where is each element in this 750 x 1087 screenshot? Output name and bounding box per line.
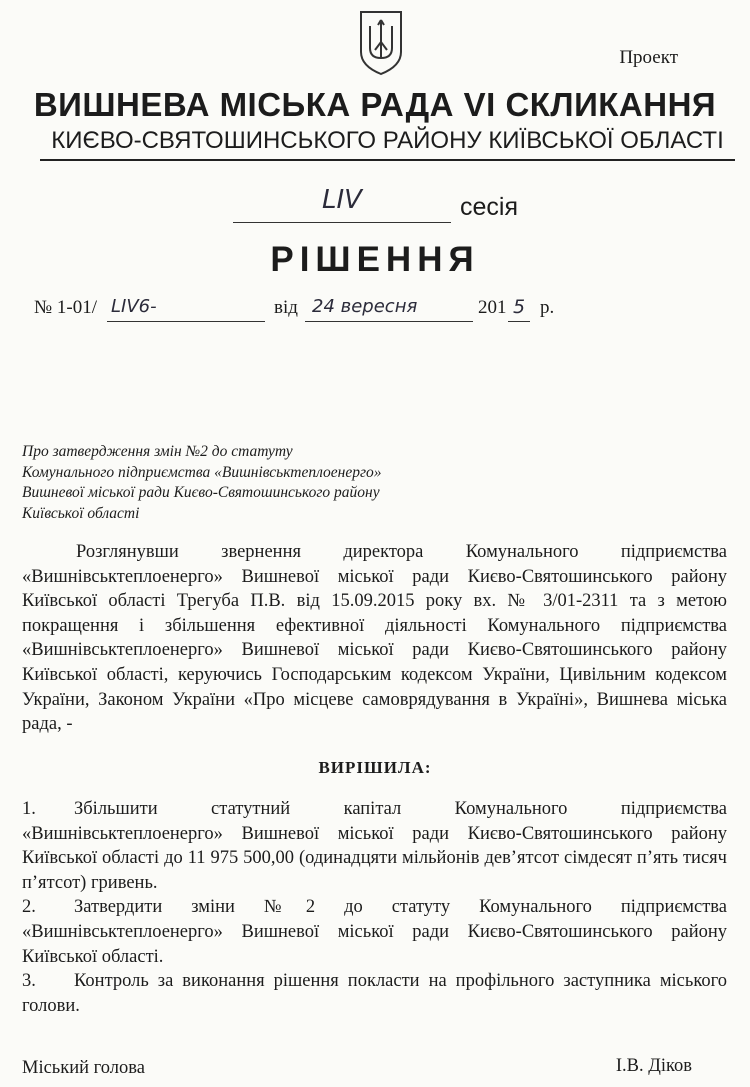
reg-from-label: від — [274, 297, 298, 318]
resolved-heading: ВИРІШИЛА: — [318, 758, 432, 777]
reg-prefix: № 1-01/ — [34, 297, 97, 318]
preamble-text: Розглянувши звернення директора Комунального підприємства «Вишнівськтеплоенерго» Вишневої міської ради Києво-Святошинського району Київської області Трегуба П.В. від 15.09.2015 року вх. № 3/01-2311 та з метою покращення і збільшення ефективної діяльності Комунального підприємства «Вишнівськтеплоенерго» Вишневої міської ради Києво-Святошинського району Київської області, керуючись Господарським кодексом України, Цивільним кодексом України, Законом України «Про місцеве самоврядування в Україні», Вишнева міська рада, - — [22, 542, 727, 735]
district-title: КИЄВО-СВЯТОШИНСЬКОГО РАЙОНУ КИЇВСЬКОЇ ОБЛАСТІ — [40, 127, 735, 161]
reg-year-prefix: 201 — [478, 297, 507, 318]
subject-line: Вишневої міської ради Києво-Святошинського району — [22, 484, 380, 501]
signature-name: І.В. Діков — [615, 1056, 692, 1076]
decision-title: РІШЕННЯ — [270, 240, 480, 279]
trident-emblem-icon — [357, 8, 405, 78]
subject-line: Комунального підприємства «Вишнівськтеплоенерго» — [22, 463, 382, 481]
item-text: Затвердити зміни №2 до статуту Комунального підприємства «Вишнівськтеплоенерго» Вишневої міської ради Києво-Святошинського району Київської області. — [22, 897, 727, 967]
reg-number: LIV6- — [111, 296, 157, 317]
item-text: Збільшити статутний капітал Комунального підприємства «Вишнівськтеплоенерго» Вишневої міської ради Києво-Святошинського району Київської області до 11 975 500,00 (одинадцяти мільйонів дев’ятсот сімдесят п’ять тисяч п’ятсот) гривень. — [22, 799, 727, 893]
decision-item — [22, 895, 727, 969]
session-label: сесія — [460, 193, 518, 221]
session-number: LIV — [322, 185, 362, 215]
item-number: 2. — [22, 897, 36, 918]
subject-block — [22, 442, 382, 524]
item-number: 1. — [22, 799, 36, 819]
subject-line: Київської області — [22, 504, 140, 522]
decision-item — [22, 969, 727, 1018]
preamble-block — [22, 540, 727, 737]
decision-item — [22, 797, 727, 895]
reg-year-suffix: р. — [540, 297, 555, 318]
reg-year-digit: 5 — [513, 296, 526, 318]
item-number: 3. — [22, 971, 36, 992]
draft-stamp: Проект — [619, 47, 678, 68]
item-text: Контроль за виконання рішення покласти на профільного заступника міського голови. — [22, 971, 727, 1016]
decision-items — [22, 797, 727, 1018]
council-title: ВИШНЕВА МІСЬКА РАДА VI СКЛИКАННЯ — [33, 86, 717, 123]
signature-title: Міський голова — [22, 1058, 145, 1078]
reg-date: 24 вересня — [312, 296, 418, 317]
subject-line: Про затвердження змін №2 до статуту — [22, 443, 293, 460]
